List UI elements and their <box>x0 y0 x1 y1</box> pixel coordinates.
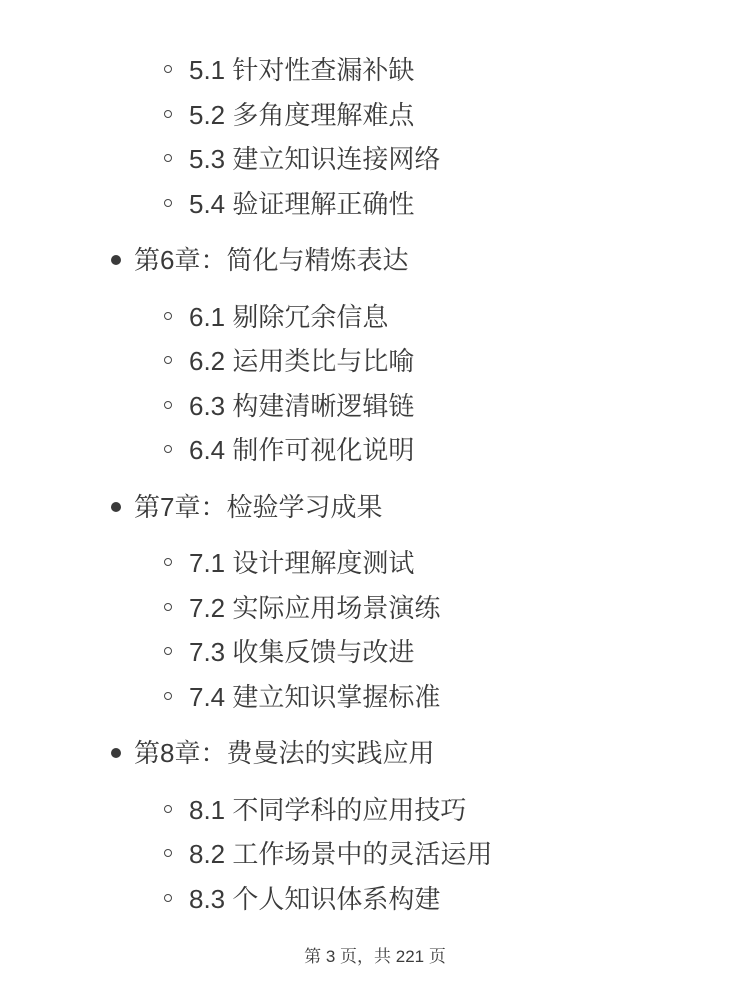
toc-subitem-7-1 <box>0 541 750 585</box>
toc-subitem-5-4 <box>0 182 750 226</box>
circle-bullet-icon <box>164 849 172 857</box>
chapter8-subitems <box>0 788 750 921</box>
circle-bullet-icon <box>164 805 172 813</box>
chapter7-subitems <box>0 541 750 719</box>
chapter8-section <box>0 731 750 921</box>
toc-subitem-8-1 <box>0 788 750 832</box>
chapter6-section <box>0 238 750 472</box>
disc-bullet-icon <box>111 255 121 265</box>
toc-subitem-6-2 <box>0 339 750 383</box>
disc-bullet-icon <box>111 502 121 512</box>
circle-bullet-icon <box>164 894 172 902</box>
circle-bullet-icon <box>164 356 172 364</box>
toc-subitem-6-4 <box>0 428 750 472</box>
toc-subitem-6-1 <box>0 295 750 339</box>
circle-bullet-icon <box>164 401 172 409</box>
circle-bullet-icon <box>164 154 172 162</box>
circle-bullet-icon <box>164 445 172 453</box>
chapter6-subitems <box>0 295 750 473</box>
circle-bullet-icon <box>164 312 172 320</box>
circle-bullet-icon <box>164 65 172 73</box>
circle-bullet-icon <box>164 647 172 655</box>
page-indicator: 第 3 页，共 221 页 <box>304 947 446 966</box>
toc-subitem-5-1 <box>0 48 750 92</box>
toc-subitem-label: 7.3 收集反馈与改进 <box>189 637 415 667</box>
toc-subitem-label: 7.1 设计理解度测试 <box>189 548 415 578</box>
toc-subitem-label: 7.4 建立知识掌握标准 <box>189 681 441 712</box>
toc-subitem-7-4 <box>0 675 750 719</box>
table-of-contents <box>0 48 750 921</box>
toc-subitem-label: 5.3 建立知识连接网络 <box>189 144 441 174</box>
toc-subitem-label: 6.2 运用类比与比喻 <box>189 346 415 376</box>
toc-subitem-7-3 <box>0 630 750 674</box>
toc-subitem-label: 7.2 实际应用场景演练 <box>189 592 441 623</box>
chapter-title: 第7章：检验学习成果 <box>134 491 383 522</box>
toc-subitem-8-2 <box>0 832 750 876</box>
toc-subitem-label: 6.4 制作可视化说明 <box>189 435 415 465</box>
toc-subitem-label: 8.1 不同学科的应用技巧 <box>189 794 467 825</box>
toc-subitem-label: 8.2 工作场景中的灵活运用 <box>189 839 493 869</box>
toc-subitem-label: 5.4 验证理解正确性 <box>189 188 415 219</box>
chapter7-title-row <box>0 485 750 529</box>
chapter7-section <box>0 485 750 719</box>
circle-bullet-icon <box>164 110 172 118</box>
circle-bullet-icon <box>164 199 172 207</box>
toc-subitem-label: 6.3 构建清晰逻辑链 <box>189 390 415 421</box>
chapter5-subitems <box>0 48 750 226</box>
chapter-title: 第8章：费曼法的实践应用 <box>134 738 435 768</box>
chapter6-title-row <box>0 238 750 282</box>
page-footer <box>0 945 750 969</box>
chapter-title: 第6章：简化与精炼表达 <box>134 245 409 275</box>
toc-subitem-8-3 <box>0 877 750 921</box>
disc-bullet-icon <box>111 748 121 758</box>
toc-subitem-label: 8.3 个人知识体系构建 <box>189 883 441 914</box>
toc-subitem-label: 6.1 剔除冗余信息 <box>189 301 389 332</box>
toc-subitem-label: 5.1 针对性查漏补缺 <box>189 55 415 85</box>
circle-bullet-icon <box>164 603 172 611</box>
toc-subitem-7-2 <box>0 586 750 630</box>
toc-subitem-6-3 <box>0 384 750 428</box>
toc-subitem-5-2 <box>0 93 750 137</box>
toc-subitem-label: 5.2 多角度理解难点 <box>189 99 415 130</box>
chapter8-title-row <box>0 731 750 775</box>
circle-bullet-icon <box>164 558 172 566</box>
toc-subitem-5-3 <box>0 137 750 181</box>
circle-bullet-icon <box>164 692 172 700</box>
